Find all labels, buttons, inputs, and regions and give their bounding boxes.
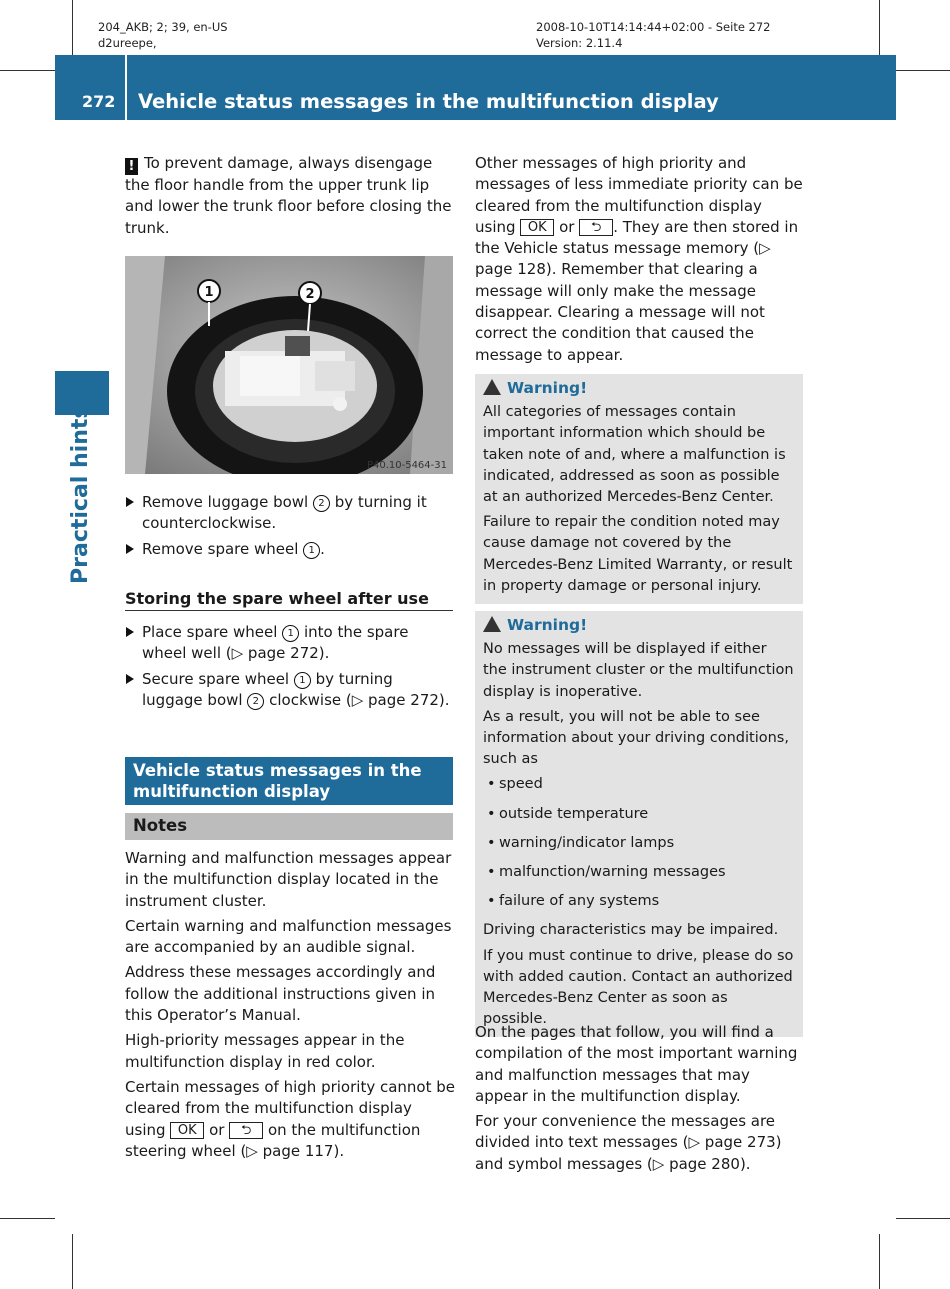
list-item: • failure of any systems: [483, 891, 795, 912]
notice-text: To prevent damage, always disengage the floor handle from the upper trunk lip and lower the trunk floor before closing the trunk.: [125, 154, 452, 237]
paragraph: [475, 153, 805, 366]
meta-left-line2: d2ureepe,: [98, 36, 157, 50]
warning-paragraph: Driving characteristics may be impaired.: [483, 922, 779, 939]
warning-heading-text: Warning!: [507, 616, 588, 634]
paragraph-text: . They are then stored in the Vehicle status message memory (▷ page 128). Remember that clearing a message will only make the message disappear. Clearing a message will not correct the condition that caused the message to appear.: [475, 217, 799, 364]
warning-heading-text: Warning!: [507, 379, 588, 397]
crop-mark: [72, 1234, 73, 1289]
paragraph: Certain warning and malfunction messages are accompanied by an audible signal.: [125, 916, 452, 957]
callout-2: 2: [305, 287, 315, 302]
step-arrow-icon: [126, 544, 134, 554]
paragraph-text: on the multifunction steering wheel (▷ page 117).: [125, 1120, 421, 1160]
back-key-icon: ⮌: [229, 1122, 263, 1139]
back-key-icon: ⮌: [579, 219, 613, 236]
section-title-box: Vehicle status messages in the multifunction display: [125, 757, 453, 805]
page-header: [55, 55, 896, 120]
list-item: • warning/indicator lamps: [483, 833, 795, 854]
right-closing: [475, 1022, 807, 1179]
page-number: 272: [82, 92, 116, 111]
paragraph: On the pages that follow, you will find a compilation of the most important warning and malfunction messages that may appear in the multifunction display.: [475, 1023, 798, 1105]
list-item: • malfunction/warning messages: [483, 862, 795, 883]
warning-triangle-icon: [483, 616, 501, 632]
callout-1: 1: [204, 285, 214, 300]
ok-key-icon: OK: [170, 1122, 204, 1139]
paragraph: Warning and malfunction messages appear in the multifunction display located in the instrument cluster.: [125, 849, 452, 910]
paragraph-text: Certain messages of high priority cannot be cleared from the multifunction display using: [125, 1077, 455, 1139]
paragraph: High-priority messages appear in the multifunction display in red color.: [125, 1031, 405, 1071]
damage-notice: [125, 153, 457, 239]
list-item: • outside temperature: [483, 804, 795, 825]
meta-right-line2: Version: 2.11.4: [536, 36, 623, 50]
step-text: into the spare wheel well (▷ page 272).: [142, 623, 409, 663]
paragraph-text: Other messages of high priority and messages of less immediate priority can be cleared from the multifunction display using: [475, 154, 803, 236]
step-item: [125, 669, 457, 712]
paragraph: For your convenience the messages are divided into text messages (▷ page 273) and symbol messages (▷ page 280).: [475, 1112, 782, 1173]
step-text: .: [320, 539, 325, 558]
warning-box: [475, 611, 803, 1037]
page-title: Vehicle status messages in the multifunction display: [138, 90, 719, 113]
warning-box: [475, 374, 803, 604]
meta-right-line1: 2008-10-10T14:14:44+02:00 - Seite 272: [536, 20, 771, 34]
warning-triangle-icon: [483, 379, 501, 395]
right-intro: [475, 153, 805, 370]
number-circle-icon: 2: [247, 693, 264, 710]
paragraph: [125, 1077, 457, 1162]
warning-paragraph: If you must continue to drive, please do so with added caution. Contact an authorized Mercedes-Benz Center as soon as possible.: [483, 947, 794, 1028]
warning-heading: [483, 378, 795, 399]
step-item: [125, 492, 457, 535]
removal-steps: [125, 492, 457, 564]
print-meta-right: [536, 19, 771, 51]
crop-mark: [72, 0, 73, 55]
number-circle-icon: 2: [313, 495, 330, 512]
step-text: Remove spare wheel: [142, 539, 304, 558]
crop-mark: [879, 1234, 880, 1289]
ok-key-icon: OK: [520, 219, 554, 236]
chapter-tab-label: Practical hints: [68, 405, 93, 584]
photo-code: P40.10-5464-31: [366, 460, 447, 471]
spare-wheel-photo: [125, 256, 453, 474]
list-item: • speed: [483, 774, 795, 795]
notes-heading: Notes: [125, 813, 453, 840]
step-text: by turning luggage bowl: [142, 669, 393, 709]
crop-mark: [0, 1218, 55, 1219]
number-circle-icon: 1: [303, 542, 320, 559]
number-circle-icon: 1: [294, 672, 311, 689]
condition-list: [483, 774, 795, 912]
step-text: Place spare wheel: [142, 623, 283, 641]
warning-paragraph: As a result, you will not be able to see information about your driving conditions, such as: [483, 708, 789, 768]
warning-paragraph: No messages will be displayed if either the instrument cluster or the multifunction display is inoperative.: [483, 641, 794, 700]
notes-body: [125, 848, 457, 1166]
meta-left-line1: 204_AKB; 2; 39, en-US: [98, 20, 228, 34]
print-meta-left: [98, 19, 228, 51]
paragraph: Address these messages accordingly and follow the additional instructions given in this Operator’s Manual.: [125, 963, 436, 1025]
paragraph-text: or: [554, 217, 580, 236]
warning-paragraph: Failure to repair the condition noted may cause damage not covered by the Mercedes-Benz Limited Warranty, or result in property damage or personal injury.: [483, 514, 793, 594]
step-text: Remove luggage bowl: [142, 493, 313, 511]
step-text: by turning it counterclockwise.: [142, 493, 427, 533]
step-arrow-icon: [126, 497, 134, 507]
storing-steps: [125, 622, 457, 715]
crop-mark: [896, 1218, 950, 1219]
step-arrow-icon: [126, 674, 134, 684]
step-text: Secure spare wheel: [142, 669, 294, 688]
warning-heading: [483, 615, 795, 636]
warning-paragraph: All categories of messages contain important information which should be taken note of and, where a malfunction is indicated, addressed as soon as possible at an authorized Mercedes-Benz Center.: [483, 404, 786, 506]
exclamation-icon: !: [125, 158, 138, 175]
crop-mark: [0, 70, 55, 71]
step-item: [125, 622, 457, 665]
crop-mark: [896, 70, 950, 71]
step-arrow-icon: [126, 627, 134, 637]
number-circle-icon: 1: [282, 625, 299, 642]
section-subheading: Storing the spare wheel after use: [125, 589, 453, 611]
paragraph-text: or: [204, 1120, 230, 1139]
crop-mark: [879, 0, 880, 55]
header-divider: [125, 55, 127, 120]
step-text: clockwise (▷ page 272).: [264, 690, 450, 709]
step-item: [125, 539, 457, 560]
